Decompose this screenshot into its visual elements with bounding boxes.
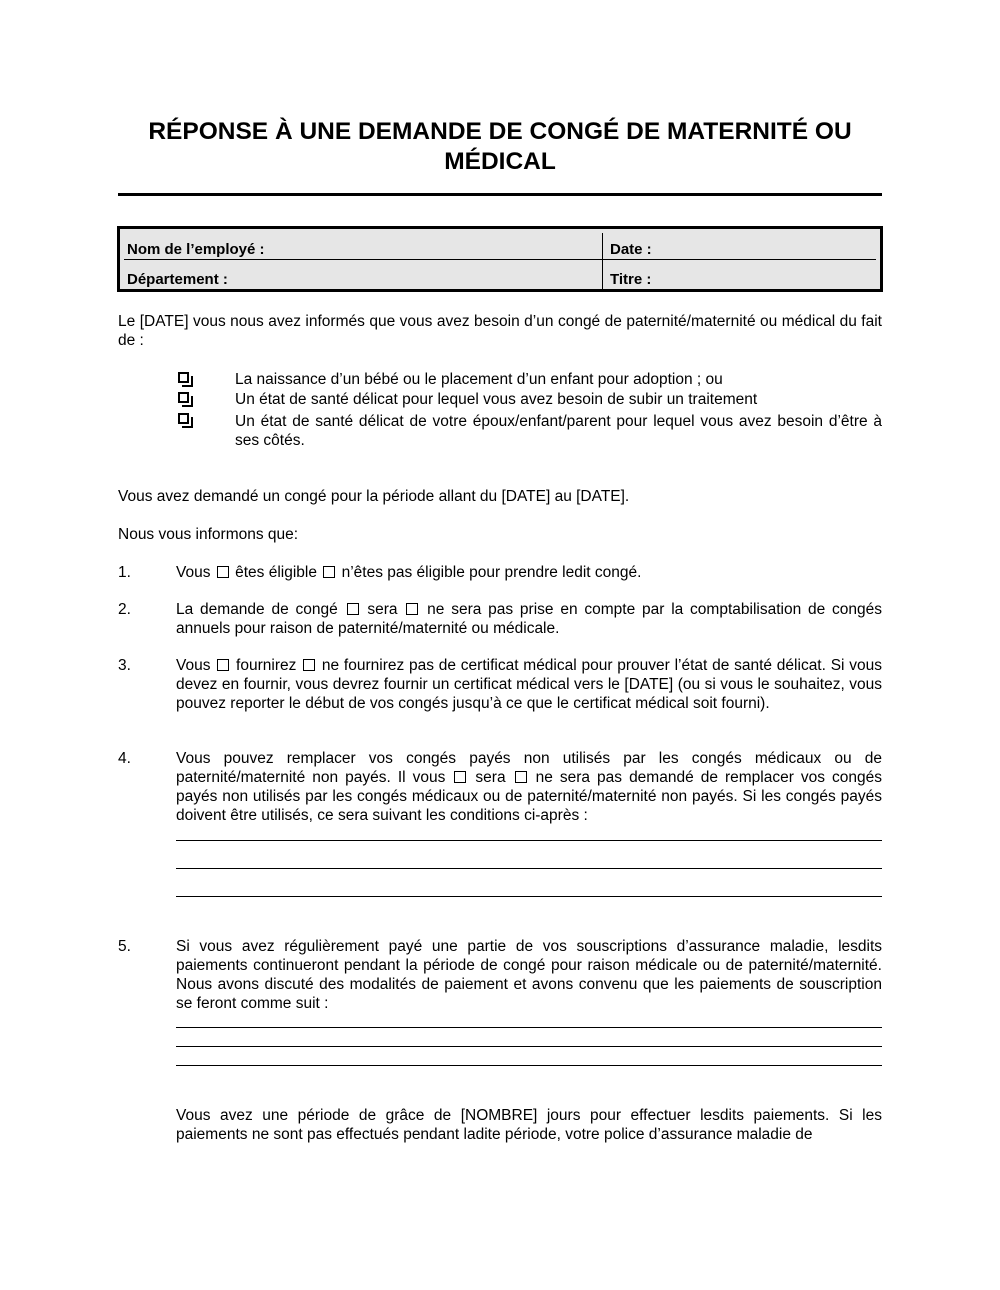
item-number-2: 2. bbox=[118, 601, 131, 618]
eligible-checkbox[interactable] bbox=[217, 566, 229, 578]
reason-checkbox-3[interactable] bbox=[178, 413, 189, 424]
item-3-part-2: fournirez bbox=[236, 657, 297, 674]
item-2-part-1: La demande de congé bbox=[176, 601, 338, 618]
payment-line-1[interactable] bbox=[176, 1027, 882, 1028]
not-eligible-checkbox[interactable] bbox=[323, 566, 335, 578]
conditions-line-2[interactable] bbox=[176, 868, 882, 869]
grace-period-paragraph: Vous avez une période de grâce de [NOMBRE] jours pour effectuer lesdits paiements. Si les paiements ne sont pas effectués pendant ladite période, votre police d’assurance maladie de bbox=[176, 1107, 882, 1143]
employee-name-label: Nom de l’employé : bbox=[127, 241, 265, 258]
document-title: RÉPONSE À UNE DEMANDE DE CONGÉ DE MATERNITÉ OU MÉDICAL bbox=[148, 118, 852, 175]
item-3-part-1: Vous bbox=[176, 657, 211, 674]
reason-text-1: La naissance d’un bébé ou le placement d’un enfant pour adoption ; ou bbox=[235, 371, 723, 388]
reason-checkbox-2[interactable] bbox=[178, 392, 189, 403]
not-counted-checkbox[interactable] bbox=[406, 603, 418, 615]
item-number-5: 5. bbox=[118, 938, 131, 955]
item-number-4: 4. bbox=[118, 750, 131, 767]
employee-info-table bbox=[117, 226, 883, 292]
item-2-part-2: sera bbox=[367, 601, 398, 618]
item-1-part-1: Vous bbox=[176, 564, 211, 581]
intro-paragraph: Le [DATE] vous nous avez informés que vous avez besoin d’un congé de paternité/maternité ou médical du fait de : bbox=[118, 313, 882, 349]
item-3-part-3: ne fournirez pas de certificat médical pour prouver l’état de santé délicat. Si vous devez en fournir, vous devrez fournir un certificat médical vers le [DATE] (ou si vous le souhaitez, vous pouvez reporter le début de vos congés jusqu’à ce que le certificat médical soit fourni). bbox=[176, 657, 882, 712]
item-number-1: 1. bbox=[118, 564, 131, 581]
period-paragraph: Vous avez demandé un congé pour la période allant du [DATE] au [DATE]. bbox=[118, 488, 630, 505]
date-label: Date : bbox=[610, 241, 652, 258]
inform-paragraph: Nous vous informons que: bbox=[118, 526, 299, 543]
reason-text-3: Un état de santé délicat de votre époux/enfant/parent pour lequel vous avez besoin d’être à ses côtés. bbox=[235, 413, 882, 449]
department-label: Département : bbox=[127, 271, 228, 288]
item-text-5: Si vous avez régulièrement payé une partie de vos souscriptions d’assurance maladie, lesdits paiements continueront pendant la période de congé pour raison médicale ou de paternité/maternité. Nous avons discuté des modalités de paiement et avons convenu que les paiements de souscription se feront comme suit : bbox=[176, 938, 882, 1012]
item-1-part-3: n’êtes pas éligible pour prendre ledit congé. bbox=[341, 564, 642, 581]
item-4-part-2: sera bbox=[475, 769, 506, 786]
will-not-be-asked-checkbox[interactable] bbox=[515, 771, 527, 783]
item-text-3 bbox=[176, 656, 882, 713]
item-4-part-1: Vous pouvez remplacer vos congés payés non utilisés par les congés médicaux ou de paternité/maternité non payés. Il vous bbox=[176, 750, 882, 786]
item-4-part-3: ne sera pas demandé de remplacer vos congés payés non utilisés par les congés médicaux ou de paternité/maternité non payés. Si les congés payés doivent être utilisés, ce sera suivant les conditions ci-après : bbox=[176, 769, 883, 824]
payment-line-2[interactable] bbox=[176, 1046, 882, 1047]
will-provide-checkbox[interactable] bbox=[217, 659, 229, 671]
conditions-line-1[interactable] bbox=[176, 840, 882, 841]
title-rule bbox=[118, 193, 882, 196]
reason-checkbox-1[interactable] bbox=[178, 372, 189, 383]
table-row-divider bbox=[124, 259, 876, 260]
item-text-2 bbox=[176, 600, 882, 638]
payment-line-3[interactable] bbox=[176, 1065, 882, 1066]
table-column-divider bbox=[602, 233, 603, 289]
counted-checkbox[interactable] bbox=[347, 603, 359, 615]
item-2-part-3: ne sera pas prise en compte par la comptabilisation de congés annuels pour raison de paternité/maternité ou médicale. bbox=[176, 601, 883, 637]
item-1-part-2: êtes éligible bbox=[235, 564, 317, 581]
item-number-3: 3. bbox=[118, 657, 131, 674]
will-not-provide-checkbox[interactable] bbox=[303, 659, 315, 671]
will-be-asked-checkbox[interactable] bbox=[454, 771, 466, 783]
job-title-label: Titre : bbox=[610, 271, 652, 288]
conditions-line-3[interactable] bbox=[176, 896, 882, 897]
item-text-1 bbox=[176, 563, 882, 582]
item-text-4 bbox=[176, 749, 882, 825]
reason-text-2: Un état de santé délicat pour lequel vous avez besoin de subir un traitement bbox=[235, 391, 758, 408]
